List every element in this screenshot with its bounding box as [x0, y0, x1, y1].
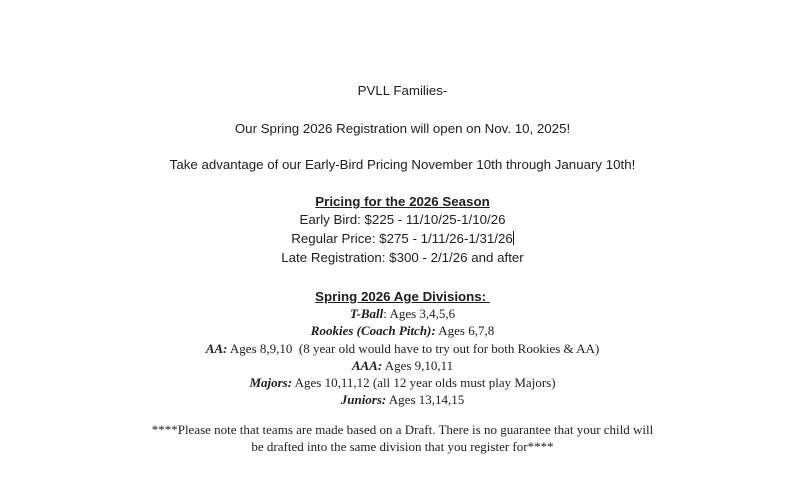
- division-aa: [0, 341, 805, 356]
- pricing-regular: Regular Price: $275 - 1/11/26-1/31/26: [291, 231, 513, 246]
- draft-note-line-1: ****Please note that teams are made based on a Draft. There is no guarantee that your child will: [151, 422, 654, 437]
- pricing-late: Late Registration: $300 - 2/1/26 and after: [281, 250, 524, 265]
- division-rookies: [0, 323, 805, 338]
- division-name: AAA:: [351, 358, 383, 373]
- division-ages: Ages 6,7,8: [435, 323, 495, 338]
- division-name: AA:: [205, 341, 228, 356]
- division-ages: Ages 9,10,11: [382, 358, 454, 373]
- divisions-heading: Spring 2026 Age Divisions:: [315, 289, 490, 304]
- text-cursor: [513, 231, 514, 245]
- division-name: T-Ball: [349, 306, 384, 321]
- division-aaa: [0, 358, 805, 373]
- announcement: Our Spring 2026 Registration will open on Nov. 10, 2025!: [234, 121, 571, 136]
- draft-note-line-2: be drafted into the same division that you register for****: [251, 439, 554, 454]
- greeting: PVLL Families-: [357, 83, 448, 98]
- early-bird-note: Take advantage of our Early-Bird Pricing November 10th through January 10th!: [169, 157, 636, 172]
- pricing-early-bird: Early Bird: $225 - 11/10/25-1/10/26: [299, 212, 506, 227]
- division-ages: Ages 13,14,15: [386, 392, 465, 407]
- division-majors: [0, 375, 805, 390]
- division-juniors: [0, 392, 805, 407]
- division-tball: [0, 306, 805, 321]
- division-ages: Ages 3,4,5,6: [386, 306, 456, 321]
- division-name: Majors:: [249, 375, 293, 390]
- pricing-heading: Pricing for the 2026 Season: [315, 194, 490, 209]
- division-ages: Ages 10,11,12 (all 12 year olds must play Majors): [292, 375, 556, 390]
- division-ages: Ages 8,9,10 (8 year old would have to try out for both Rookies & AA): [227, 341, 600, 356]
- division-name: Juniors:: [340, 392, 387, 407]
- division-sep: :: [383, 306, 387, 321]
- pricing-regular-line: [0, 231, 805, 247]
- division-name: Rookies (Coach Pitch):: [310, 323, 436, 338]
